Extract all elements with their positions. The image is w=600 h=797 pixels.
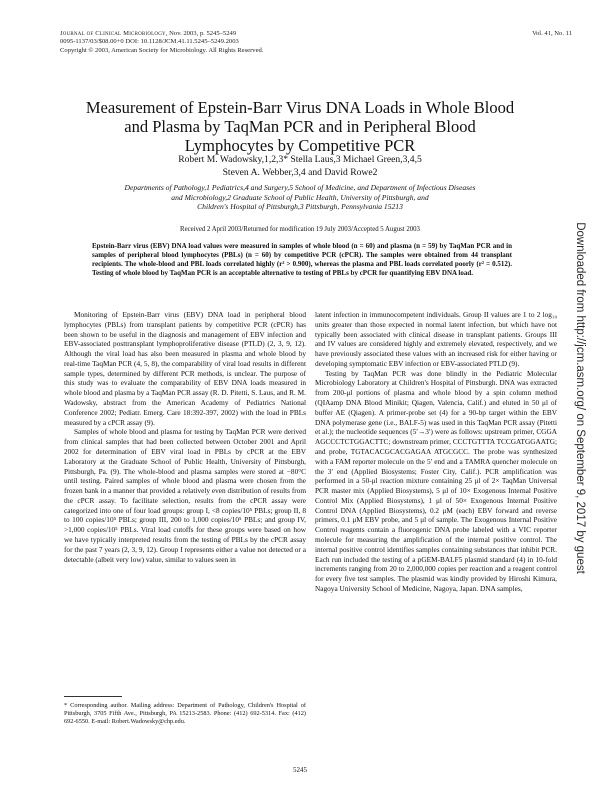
abstract: Epstein-Barr virus (EBV) DNA load values were measured in samples of whole blood (n = 60) and plasma (n = 59) by TaqMan PCR and in samples of peripheral blood lymphocytes (PBLs) (n = 60) by competitive PCR (cPCR). The samples were obtained from 44 transplant recipients. The whole-blood and PBL loads correlated highly (r² > 0.900), whereas the plasma and PBL loads correlated poorly (r² = 0.512). Testing of whole blood by TaqMan PCR is an acceptable alternative to testing of PBLs by cPCR for quantifying EBV DNA load.: [92, 242, 512, 277]
title-line: and Plasma by TaqMan PCR and in Peripheral Blood: [124, 117, 476, 136]
citation: , Nov. 2003, p. 5245–5249: [165, 30, 237, 37]
download-watermark[interactable]: Downloaded from http://jcm.asm.org/ on September 9, 2017 by guest: [574, 222, 586, 574]
author-line: Steven A. Webber,3,4 and David Rowe2: [222, 166, 378, 178]
corresponding-author-footnote: * Corresponding author. Mailing address: Department of Pathology, Children's Hospital of Pittsburgh, 3705 Fifth Ave., Pittsburgh, PA 15213-2583. Phone: (412) 692-5314. Fax: (412) 692-6550. E-mail: Robert.Wadowsky@chp.edu.: [64, 702, 306, 725]
title-line: Lymphocytes by Competitive PCR: [184, 136, 416, 155]
copyright: Copyright © 2003, American Society for Microbiology. All Rights Reserved.: [60, 46, 264, 54]
author-line: Robert M. Wadowsky,1,2,3* Stella Laus,3 Michael Green,3,4,5: [178, 154, 422, 165]
received-dates: Received 2 April 2003/Returned for modification 19 July 2003/Accepted 5 August 2003: [180, 226, 420, 233]
article-title: [40, 98, 560, 155]
affiliation-line: and Microbiology,2 Graduate School of Public Health, University of Pittsburgh, and: [171, 192, 429, 202]
affiliation-line: Departments of Pathology,1 Pediatrics,4 and Surgery,5 School of Medicine, and Department of Infectious Diseases: [124, 183, 476, 192]
title-line: Measurement of Epstein-Barr Virus DNA Loads in Whole Blood: [85, 98, 515, 117]
volume-info: Vol. 41, No. 11: [532, 30, 572, 37]
paragraph: latent infection in immunocompetent individuals. Group II values are 1 to 2 log₁₀ units greater than those expected in normal latent infection, but which have not typically been associated with clinical disease in transplant patients. Groups III and IV values are considered highly and extremely elevated, respectively, and we have previously associated these values with an increased risk for either having or developing symptomatic EBV infection or EBV-associated PTLD (9).: [315, 310, 557, 368]
footnote-divider: [64, 696, 122, 697]
running-header: [60, 30, 420, 55]
affiliations: [60, 183, 540, 212]
paragraph: Testing by TaqMan PCR was done blindly in the Pediatric Molecular Microbiology Laboratory at Children's Hospital of Pittsburgh. DNA was extracted from 200-μl portions of plasma and whole blood by a spin column method (QIAamp DNA Blood Minikit; Qiagen, Valencia, Calif.) and eluted in 50 μl of buffer AE (Qiagen). A primer-probe set (4) for a 90-bp target within the EBV DNA polymerase gene (i.e., BALF-5) was used in this TaqMan PCR assay (Pitetti et al.); the nucleotide sequences (5′→3′) were as follows: upstream primer, CGGA AGCCCTCTGGACTTC; downstream primer, CCCTGTTTA TCCGATGGAATG; and probe, TGTACACGCACGAGAA ATGCGCC. The probe was synthesized with a FAM reporter molecule on the 5′ end and a TAMRA quencher molecule on the 3′ end (Applied Biosystems; Foster City, Calif.). PCR amplification was performed in a 50-μl reaction mixture containing 25 μl of 2× TaqMan Universal PCR master mix (Applied Biosystems), 5 μl of 10× Exogenous Internal Positive Control Mix (Applied Biosystems), 1 μl of 50× Exogenous Internal Positive Control DNA (Applied Biosystems), 0.2 μM (each) EBV forward and reverse primers, 0.1 μM EBV probe, and 5 μl of sample. The Exogenous Internal Positive Control reagents contain a fluorogenic DNA probe labeled with a VIC reporter molecule for measuring the amplification of the internal positive control. The internal positive control identifies samples containing substances that inhibit PCR. Each run included the testing of a pGEM-BALF5 plasmid standard (4) in 10-fold increments ranging from 20 to 2,000,000 copies per reaction and a reagent control for every five test samples. The plasmid was kindly provided by Hiroshi Kimura, Nagoya University School of Medicine, Nagoya, Japan. DNA samples,: [315, 368, 557, 593]
author-list: [40, 154, 560, 179]
page-number: 5245: [293, 766, 307, 774]
body-column-left: [64, 310, 306, 564]
issn-doi: 0095-1137/03/$08.00+0 DOI: 10.1128/JCM.41.11.5245–5249.2003: [60, 38, 239, 46]
journal-name: Journal of Clinical Microbiology: [60, 30, 166, 37]
affiliation-line: Children's Hospital of Pittsburgh,3 Pittsburgh, Pennsylvania 15213: [197, 202, 403, 212]
paragraph: Samples of whole blood and plasma for testing by TaqMan PCR were derived from clinical samples that had been collected between October 2001 and April 2002 for determination of EBV viral load in PBLs by cPCR at the EBV Laboratory at the Graduate School of Public Health, University of Pittsburgh, Pittsburgh, Pa. (9). The whole-blood and plasma samples were stored at −80°C until testing. Paired samples of whole blood and plasma were chosen from the frozen bank in a manner that provided a relatively even distribution of results from the cPCR assay. To facilitate selection, results from the cPCR assay were categorized into one of four load groups: group I, <8 copies/10⁵ PBLs; group II, 8 to 100 copies/10⁵ PBLs; group III, 200 to 1,000 copies/10⁵ PBLs; and group IV, >1,000 copies/10⁵ PBLs. Viral load cutoffs for these groups were based on how we have typically interpreted results from the testing of PBLs by the cPCR assay for the past 7 years (2, 3, 9, 12). Group I represents either a value not detected or a detectable (albeit very low) value, similar to values seen in: [64, 427, 306, 564]
paragraph: Monitoring of Epstein-Barr virus (EBV) DNA load in peripheral blood lymphocytes (PBLs) from transplant patients by competitive PCR (cPCR) has been shown to be useful in the diagnosis and management of EBV infection and EBV-associated posttransplant lymphoproliferative disease (PTLD) (2, 3, 9, 12). Although the viral load has also been measured in plasma and whole blood by real-time TaqMan PCR (4, 5, 8), the comparability of viral load results in different sample types, determined by different PCR methods, is unclear. The purpose of this study was to evaluate the comparability of EBV DNA loads measured in whole blood and plasma by a TaqMan PCR assay (R. D. Pitetti, S. Laus, and R. M. Wadowsky, abstract from the American Academy of Pediatrics National Conference 2002; Pediatr. Emerg. Care 18:392-397, 2002) with the load in PBLs measured by a cPCR assay (9).: [64, 310, 306, 427]
body-column-right: [315, 310, 557, 594]
